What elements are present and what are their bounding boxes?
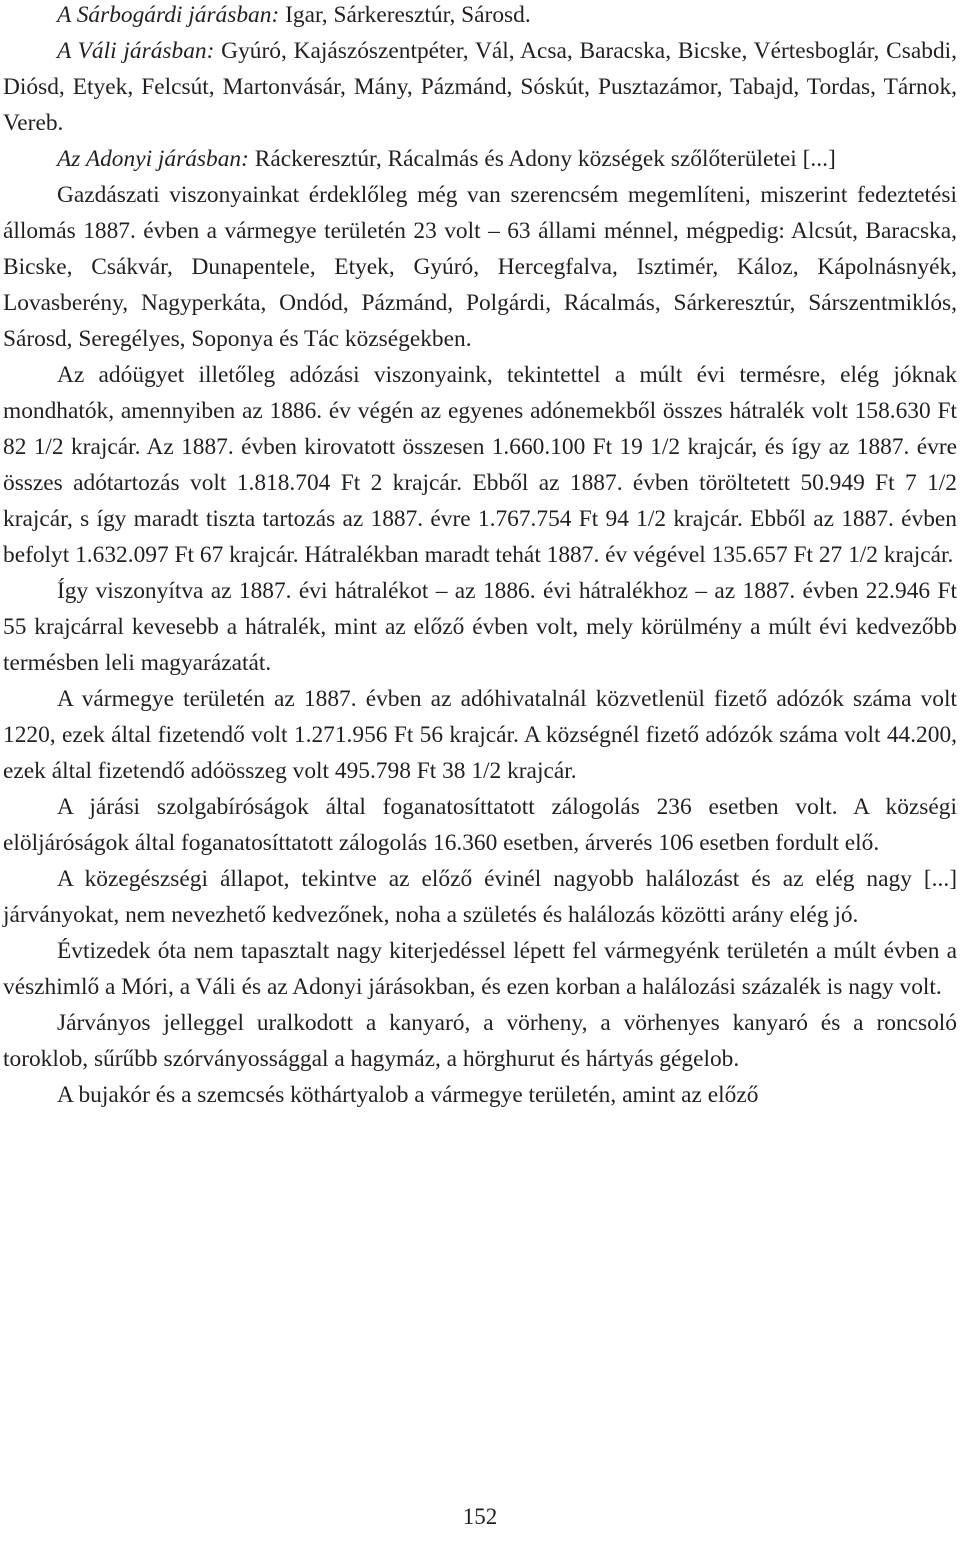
paragraph-jarvanyok	[3, 1005, 957, 1077]
paragraph-text: A bujakór és a szemcsés köthártyalob a vármegye területén, amint az előző	[57, 1082, 759, 1108]
paragraph-adozok	[3, 681, 957, 789]
paragraph-zalogolas	[3, 789, 957, 861]
paragraph-bujakor	[3, 1077, 957, 1113]
paragraph-text: A járási szolgabíróságok által foganatosíttatott zálogolás 236 esetben volt. A községi elöljáróságok által foganatosíttatott zálogolás 16.360 esetben, árverés 106 esetben fordult elő.	[3, 794, 957, 856]
paragraph-text: A vármegye területén az 1887. évben az adóhivatalnál közvetlenül fizető adózók száma volt 1220, ezek által fizetendő volt 1.271.956 Ft 56 krajcár. A községnél fizető adózók száma volt 44.200, ezek által fizetendő adóösszeg volt 495.798 Ft 38 1/2 krajcár.	[3, 686, 957, 784]
paragraph-text: Igar, Sárkeresztúr, Sárosd.	[279, 2, 531, 28]
paragraph-text: Gazdászati viszonyainkat érdeklőleg még van szerencsém megemlíteni, miszerint fedeztetési állomás 1887. évben a vármegye területén 23 volt – 63 állami ménnel, mégpedig: Alcsút, Baracska, Bicske, Csákvár, Dunapentele, Etyek, Gyúró, Hercegfalva, Isztimér, Káloz, Kápolnásnyék, Lovasberény, Nagyperkáta, Ondód, Pázmánd, Polgárdi, Rácalmás, Sárkeresztúr, Sárszentmiklós, Sárosd, Seregélyes, Soponya és Tác községekben.	[3, 182, 957, 352]
paragraph-gazdaszat	[3, 177, 957, 357]
paragraph-kozegeszseg	[3, 861, 957, 933]
paragraph-text: Az adóügyet illetőleg adózási viszonyaink, tekintettel a múlt évi termésre, elég jóknak mondhatók, amennyiben az 1886. év végén az egyenes adónemekből összes hátralék volt 158.630 Ft 82 1/2 krajcár. Az 1887. évben kirovatott összesen 1.660.100 Ft 19 1/2 krajcár, és így az 1887. évre összes adótartozás volt 1.818.704 Ft 2 krajcár. Ebből az 1887. évben töröltetett 50.949 Ft 7 1/2 krajcár, s így maradt tiszta tartozás az 1887. évre 1.767.754 Ft 94 1/2 krajcár. Ebből az 1887. évben befolyt 1.632.097 Ft 67 krajcár. Hátralékban maradt tehát 1887. év végével 135.657 Ft 27 1/2 krajcár.	[3, 362, 957, 568]
district-label: A Váli járásban:	[57, 38, 215, 64]
paragraph-text: Ráckeresztúr, Rácalmás és Adony községek szőlőterületei [...]	[248, 146, 836, 172]
paragraph-text: Járványos jelleggel uralkodott a kanyaró, a vörheny, a vörhenyes kanyaró és a roncsoló toroklob, sűrűbb szórványossággal a hagymáz, a hörghurut és hártyás gégelob.	[3, 1010, 957, 1072]
paragraph-sarbogard	[3, 0, 957, 33]
paragraph-text: Így viszonyítva az 1887. évi hátralékot – az 1886. évi hátralékhoz – az 1887. évben 22.946 Ft 55 krajcárral kevesebb a hátralék, mint az előző évben volt, mely körülmény a múlt évi kedvezőbb termésben leli magyarázatát.	[3, 578, 957, 676]
paragraph-adonyi	[3, 141, 957, 177]
paragraph-text: Gyúró, Kajászószentpéter, Vál, Acsa, Baracska, Bicske, Vértesboglár, Csabdi, Diósd, Etyek, Felcsút, Martonvásár, Mány, Pázmánd, Sóskút, Pusztazámor, Tabajd, Tordas, Tárnok, Vereb.	[3, 38, 958, 136]
paragraph-adougy	[3, 357, 957, 573]
paragraph-text: Évtizedek óta nem tapasztalt nagy kiterjedéssel lépett fel vármegyénk területén a múlt évben a vészhimlő a Móri, a Váli és az Adonyi járásokban, és ezen korban a halálozási százalék is nagy volt.	[3, 938, 957, 1000]
paragraph-text: A közegészségi állapot, tekintve az előző évinél nagyobb halálozást és az elég nagy [...] járványokat, nem nevezhető kedvezőnek, noha a születés és halálozás közötti arány elég jó.	[3, 866, 957, 928]
page-number: 152	[462, 1504, 498, 1529]
paragraph-hatralek	[3, 573, 957, 681]
paragraph-vali	[3, 33, 957, 141]
paragraph-veszhimlo	[3, 933, 957, 1005]
body-text	[3, 0, 957, 1113]
district-label: Az Adonyi járásban:	[57, 146, 249, 172]
district-label: A Sárbogárdi járásban:	[57, 2, 280, 28]
